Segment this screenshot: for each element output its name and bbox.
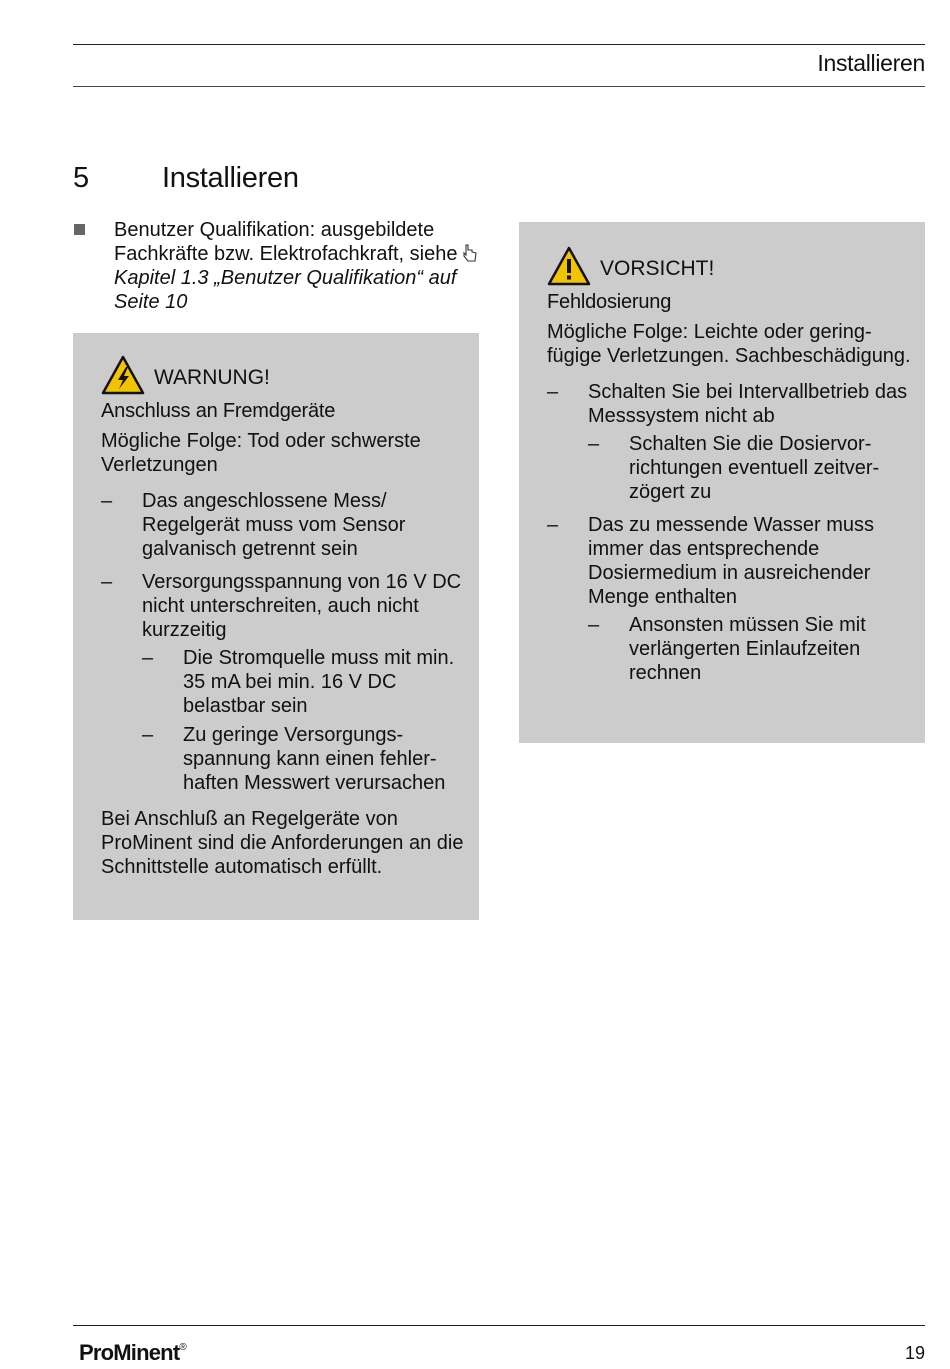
- caution-title: Fehldosierung: [547, 291, 672, 313]
- hand-pointer-icon: [463, 243, 478, 265]
- sub-list: [588, 613, 913, 685]
- sub-list-item: – Zu geringe Versorgungsspannung kann einen fehlerhaften Messwert verursachen: [142, 723, 467, 795]
- footer-rule: [73, 1325, 925, 1326]
- caution-list: [547, 380, 913, 685]
- list-item: – Schalten Sie bei Intervallbetrieb das Messsystem nicht ab – Schalten Sie die Dosiervorrichtungen eventuell zeitverzögert zu: [547, 380, 913, 504]
- chapter-title: Installieren: [162, 162, 299, 194]
- caution-signal-word: VORSICHT!: [600, 257, 715, 280]
- warning-note: Bei Anschluß an Regelgeräte von ProMinent sind die Anforderungen an die Schnittstelle automatisch erfüllt.: [101, 808, 464, 878]
- header-top-rule: [73, 44, 925, 45]
- chapter-heading: [73, 162, 299, 195]
- intro-text-before: Benutzer Qualifikation: ausgebildete Fachkräfte bzw. Elektrofachkraft, siehe: [114, 219, 458, 265]
- warning-title: Anschluss an Fremdgeräte: [101, 400, 336, 422]
- sub-list: [588, 432, 913, 504]
- electric-hazard-icon: [101, 355, 154, 401]
- page-number: 19: [904, 1343, 925, 1363]
- warning-consequence: Mögliche Folge: Tod oder schwerste Verletzungen: [101, 430, 421, 476]
- chapter-reference-link[interactable]: Kapitel 1.3 „Benutzer Qualifikation“ auf Seite 10: [114, 267, 457, 313]
- intro-text: [114, 218, 483, 314]
- header-bottom-rule: [73, 86, 925, 87]
- prominent-logo: ProMinent®: [79, 1340, 186, 1365]
- list-item: – Versorgungsspannung von 16 V DC nicht unterschreiten, auch nicht kurzzeitig – Die Stromquelle muss mit min. 35 mA bei min. 16 V DC belastbar sein – Zu geringe Versorgungsspannung kann einen fehlerhaften Messwert verursachen: [101, 570, 467, 795]
- intro-bullet: [73, 218, 483, 314]
- caution-signal: [547, 248, 913, 290]
- warning-signal-word: WARNUNG!: [154, 366, 270, 389]
- square-bullet-icon: [74, 224, 85, 235]
- exclamation-warning-icon: [547, 246, 600, 292]
- list-item: – Das angeschlossene Mess/ Regelgerät muss vom Sensor galvanisch getrennt sein: [101, 489, 467, 561]
- warning-signal: [101, 357, 467, 399]
- sub-list-item: – Ansonsten müssen Sie mit verlängerten Einlaufzeiten rechnen: [588, 613, 913, 685]
- caution-consequence: Mögliche Folge: Leichte oder geringfügige Verletzungen. Sachbeschädigung.: [547, 321, 911, 367]
- running-header-title: Installieren: [817, 50, 925, 76]
- chapter-number: 5: [73, 162, 89, 194]
- sub-list-item: – Die Stromquelle muss mit min. 35 mA bei min. 16 V DC belastbar sein: [142, 646, 467, 718]
- warning-list: [101, 489, 467, 795]
- caution-box: [519, 222, 925, 743]
- warning-box: [73, 333, 479, 920]
- sub-list-item: – Schalten Sie die Dosiervorrichtungen eventuell zeitverzögert zu: [588, 432, 913, 504]
- sub-list: [142, 646, 467, 795]
- list-item: – Das zu messende Wasser muss immer das entsprechende Dosiermedium in ausreichender Menge enthalten – Ansonsten müssen Sie mit verlängerten Einlaufzeiten rechnen: [547, 513, 913, 685]
